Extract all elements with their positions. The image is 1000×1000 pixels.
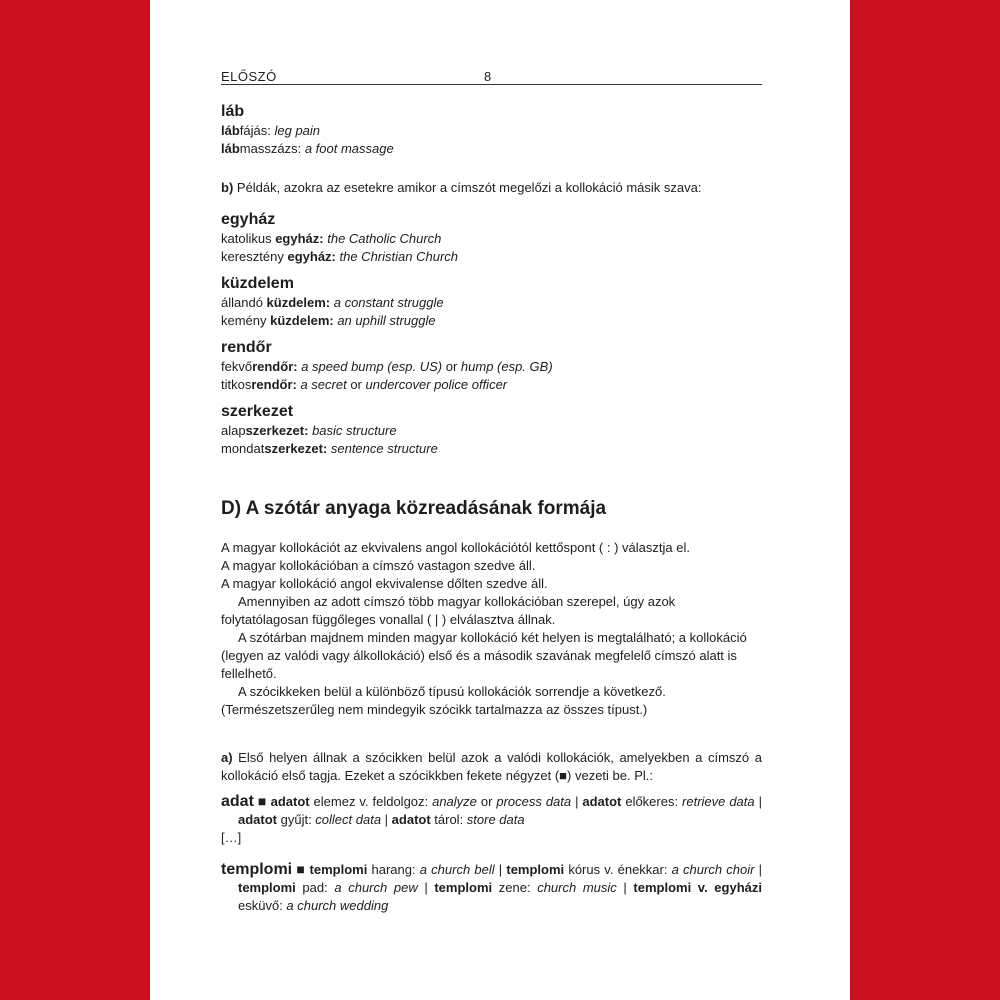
collocation-bold: láb xyxy=(221,123,240,138)
collocation-text: or xyxy=(476,794,497,809)
collocation-bold: egyház: xyxy=(287,249,336,264)
collocation-bold: adatot xyxy=(582,794,622,809)
entry-line xyxy=(221,248,762,266)
dict-headword: adat xyxy=(221,793,254,810)
collocation-text: | xyxy=(616,880,634,895)
translation: a church choir xyxy=(671,862,755,877)
translation: retrieve data xyxy=(682,794,755,809)
paragraph: Amennyiben az adott címszó több magyar kollokációban szerepel, úgy azok folytatólagosan függőleges vonallal ( | ) elválasztva állnak. xyxy=(221,594,676,627)
collocation-text: | xyxy=(754,862,762,877)
collocation-bold: szerkezet: xyxy=(245,423,309,438)
section-title: D) A szótár anyaga közreadásának formája xyxy=(221,498,607,519)
paragraph: A szócikkeken belül a különböző típusú kollokációk sorrendje a következő. (Természetszerűleg nem mindegyik szócikk tartalmazza az összes típust.) xyxy=(221,684,666,717)
entry xyxy=(221,402,762,458)
translation: leg pain xyxy=(274,123,321,138)
collocation-text: elemez v. feldolgoz: xyxy=(309,794,433,809)
translation: church music xyxy=(537,880,617,895)
sub-a-paragraph xyxy=(221,749,762,785)
translation: collect data xyxy=(315,812,382,827)
collocation-text: kemény xyxy=(221,313,271,328)
entry-line xyxy=(221,312,762,330)
dictionary-entry-templomi xyxy=(221,860,762,915)
collocation-text: katolikus xyxy=(221,231,276,246)
translation: analyze xyxy=(432,794,477,809)
collocation-bold: adatot xyxy=(238,812,277,827)
collocation-text: tárol: xyxy=(430,812,467,827)
translation: sentence structure xyxy=(327,441,438,456)
entry-headword: küzdelem xyxy=(221,275,294,292)
section-name: ELŐSZÓ xyxy=(221,69,277,84)
dict-headword: templomi xyxy=(221,861,293,878)
collocation-text: fájás: xyxy=(239,123,275,138)
dictionary-entry-adat xyxy=(221,792,762,829)
body-paragraphs xyxy=(221,539,762,719)
collocation-bold: láb xyxy=(221,141,240,156)
paragraph: A szótárban majdnem minden magyar kollokáció két helyen is megtalálható; a kollokáció (legyen az valódi vagy álkollokáció) első és a második szavának megfelelő címszó alatt is fellelhető. xyxy=(221,630,747,681)
collocation-text: állandó xyxy=(221,295,267,310)
ellipsis: […] xyxy=(221,830,242,845)
collocation-text: fekvő xyxy=(221,359,253,374)
collocation-bold: küzdelem: xyxy=(266,295,331,310)
entries-list xyxy=(221,210,762,458)
translation: hump (esp. GB) xyxy=(460,359,553,374)
collocation-bold: templomi v. egyházi xyxy=(633,880,762,895)
sub-a-text: Első helyen állnak a szócikken belül azok a valódi kollokációk, amelyekben a címszó a kollokáció első tagja. Ezeket a szócikkben fekete négyzet (■) vezeti be. Pl.: xyxy=(221,750,762,783)
collocation-text: | xyxy=(381,812,392,827)
dict-collocations xyxy=(238,862,762,913)
collocation-text: gyűjt: xyxy=(277,812,316,827)
dict-collocations xyxy=(238,794,762,827)
collocation-text: masszázs: xyxy=(239,141,305,156)
paragraph: A magyar kollokáció angol ekvivalense dőlten szedve áll. xyxy=(221,576,548,591)
translation: a church pew xyxy=(334,880,418,895)
collocation-text: pad: xyxy=(295,880,335,895)
collocation-text: | xyxy=(417,880,435,895)
collocation-bold: templomi xyxy=(506,862,565,877)
translation: a secret xyxy=(296,377,347,392)
entry-line xyxy=(221,294,762,312)
entry-line xyxy=(221,376,762,394)
entry-line xyxy=(221,358,762,376)
collocation-text: keresztény xyxy=(221,249,288,264)
collocation-text: | xyxy=(571,794,583,809)
paragraph: A magyar kollokációban a címszó vastagon szedve áll. xyxy=(221,558,536,573)
entry-headword: láb xyxy=(221,103,245,120)
collocation-bold: egyház: xyxy=(275,231,324,246)
translation: the Christian Church xyxy=(335,249,459,264)
entry xyxy=(221,210,762,266)
entry-line xyxy=(221,440,762,458)
collocation-bold: adatot xyxy=(391,812,431,827)
collocation-text: harang: xyxy=(367,862,420,877)
translation: undercover police officer xyxy=(365,377,508,392)
page-content xyxy=(221,62,762,915)
collocation-text: esküvő: xyxy=(238,898,287,913)
entry-line xyxy=(221,230,762,248)
entry-line xyxy=(221,140,762,158)
collocation-bold: rendőr: xyxy=(251,377,297,392)
list-label: a) xyxy=(221,750,233,765)
translation: process data xyxy=(496,794,572,809)
translation: basic structure xyxy=(308,423,397,438)
translation: a foot massage xyxy=(304,141,394,156)
entry-lab xyxy=(221,102,762,158)
list-label: b) xyxy=(221,180,234,195)
entry-line xyxy=(221,422,762,440)
translation: store data xyxy=(466,812,525,827)
collocation-text: alap xyxy=(221,423,246,438)
collocation-bold: szerkezet: xyxy=(264,441,328,456)
entry xyxy=(221,274,762,330)
collocation-bold: küzdelem: xyxy=(270,313,334,328)
book-page xyxy=(150,0,850,1000)
intro-b-text: Példák, azokra az esetekre amikor a címszót megelőzi a kollokáció másik szava: xyxy=(233,180,702,195)
black-square-marker: ■ xyxy=(296,861,306,877)
page-number: 8 xyxy=(484,69,492,84)
translation: a church bell xyxy=(419,862,495,877)
collocation-bold: adatot xyxy=(270,794,310,809)
collocation-text: | xyxy=(754,794,762,809)
connector-text: or xyxy=(346,377,366,392)
collocation-bold: templomi xyxy=(434,880,493,895)
translation: a constant struggle xyxy=(330,295,444,310)
translation: a church wedding xyxy=(286,898,389,913)
entry-line xyxy=(221,122,762,140)
collocation-text: | xyxy=(494,862,507,877)
collocation-bold: templomi xyxy=(238,880,296,895)
paragraph: A magyar kollokációt az ekvivalens angol kollokációtól kettőspont ( : ) választja el. xyxy=(221,540,690,555)
translation: a speed bump (esp. US) xyxy=(297,359,443,374)
collocation-text: előkeres: xyxy=(621,794,683,809)
entry-headword: szerkezet xyxy=(221,403,294,420)
translation: the Catholic Church xyxy=(323,231,442,246)
connector-text: or xyxy=(442,359,461,374)
intro-b-paragraph xyxy=(221,179,762,197)
entry xyxy=(221,338,762,394)
collocation-text: kórus v. énekkar: xyxy=(564,862,672,877)
entry-headword: rendőr xyxy=(221,339,272,356)
translation: an uphill struggle xyxy=(333,313,436,328)
collocation-bold: templomi xyxy=(309,862,368,877)
collocation-text: mondat xyxy=(221,441,265,456)
collocation-text: zene: xyxy=(492,880,538,895)
collocation-bold: rendőr: xyxy=(252,359,298,374)
collocation-text: titkos xyxy=(221,377,252,392)
running-header xyxy=(221,62,762,85)
black-square-marker: ■ xyxy=(257,793,267,809)
entry-headword: egyház xyxy=(221,211,276,228)
